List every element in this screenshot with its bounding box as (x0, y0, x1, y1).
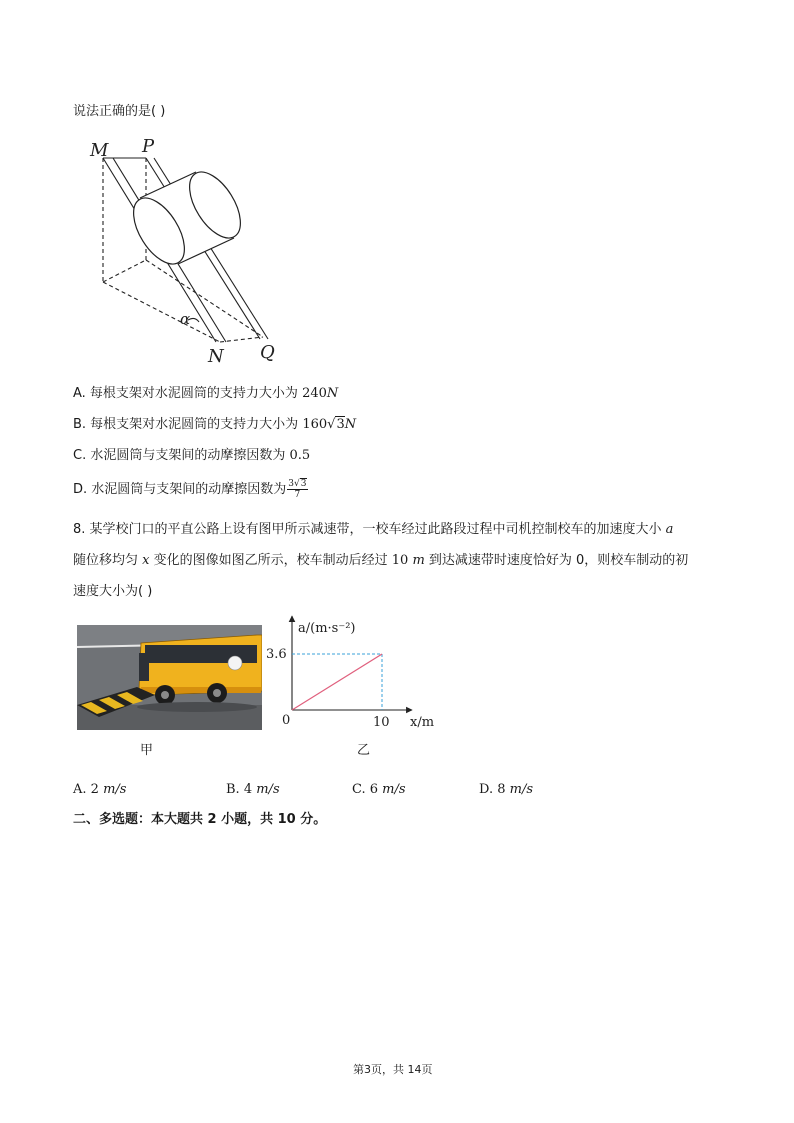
q8-option-c[interactable]: C. 6 m/s (352, 782, 406, 797)
label-n: N (208, 346, 224, 367)
series-line (292, 654, 382, 710)
label-alpha: α (180, 310, 191, 328)
ax-chart (262, 610, 452, 735)
label-p: P (142, 136, 155, 157)
option-b-text: B. 每根支架对水泥圆筒的支持力大小为 (73, 417, 303, 432)
page-footer: 第3页，共 14页 (353, 1063, 433, 1076)
option-a-unit: N (326, 386, 339, 401)
incline-figure (88, 134, 288, 369)
option-d-text: D. 水泥圆筒与支架间的动摩擦因数为 (73, 482, 287, 497)
option-a-value: 240 (302, 386, 327, 401)
caption-yi: 乙 (357, 743, 371, 758)
q8-option-d[interactable]: D. 8 m/s (479, 782, 534, 797)
option-a-text: A. 每根支架对水泥圆筒的支持力大小为 (73, 386, 303, 401)
option-b-unit: N (344, 417, 357, 432)
y-tick-label: 3.6 (266, 647, 287, 662)
q7-option-a[interactable] (73, 385, 338, 403)
var-a: a (665, 522, 674, 537)
q7-option-c[interactable] (73, 447, 310, 465)
caption-jia: 甲 (140, 743, 154, 758)
label-m: M (90, 140, 109, 161)
x-tick-label-10: 10 (373, 715, 390, 730)
option-d-fraction: $\frac{3√3}{7}$ (288, 479, 307, 500)
option-c-text: C. 水泥圆筒与支架间的动摩擦因数为 (73, 448, 290, 463)
section-2-heading: 二、多选题：本大题共 2 小题，共 10 分。 (73, 812, 327, 827)
option-b-root: 3 (336, 417, 345, 432)
question-7-tail: 说法正确的是( ) (73, 104, 166, 119)
x-tick-label-0: 0 (282, 713, 291, 728)
q7-option-b[interactable]: B. 每根支架对水泥圆筒的支持力大小为 160√3N (73, 417, 357, 432)
q8-line-3: 速度大小为( ) (73, 584, 153, 599)
y-axis-label: a/(m·s⁻²) (298, 621, 356, 636)
q8-line-1: 8. 某学校门口的平直公路上设有图甲所示减速带，一校车经过此路段过程中司机控制校车的加速度大小 a (73, 522, 674, 537)
label-q: Q (260, 342, 275, 363)
bus-photo (77, 625, 262, 730)
x-axis-label: x/m (410, 715, 435, 730)
q8-option-b[interactable]: B. 4 m/s (226, 782, 280, 797)
var-x: x (142, 553, 150, 568)
q8-line-2: 随位移均匀 x 变化的图像如图乙所示，校车制动后经过 10 m 到达减速带时速度恰好为 0，则校车制动的初 (73, 553, 689, 568)
q7-option-d[interactable] (73, 479, 308, 500)
q8-option-a[interactable]: A. 2 m/s (73, 782, 127, 797)
option-b-value: 160 (302, 417, 328, 432)
option-c-value: 0.5 (289, 448, 311, 463)
